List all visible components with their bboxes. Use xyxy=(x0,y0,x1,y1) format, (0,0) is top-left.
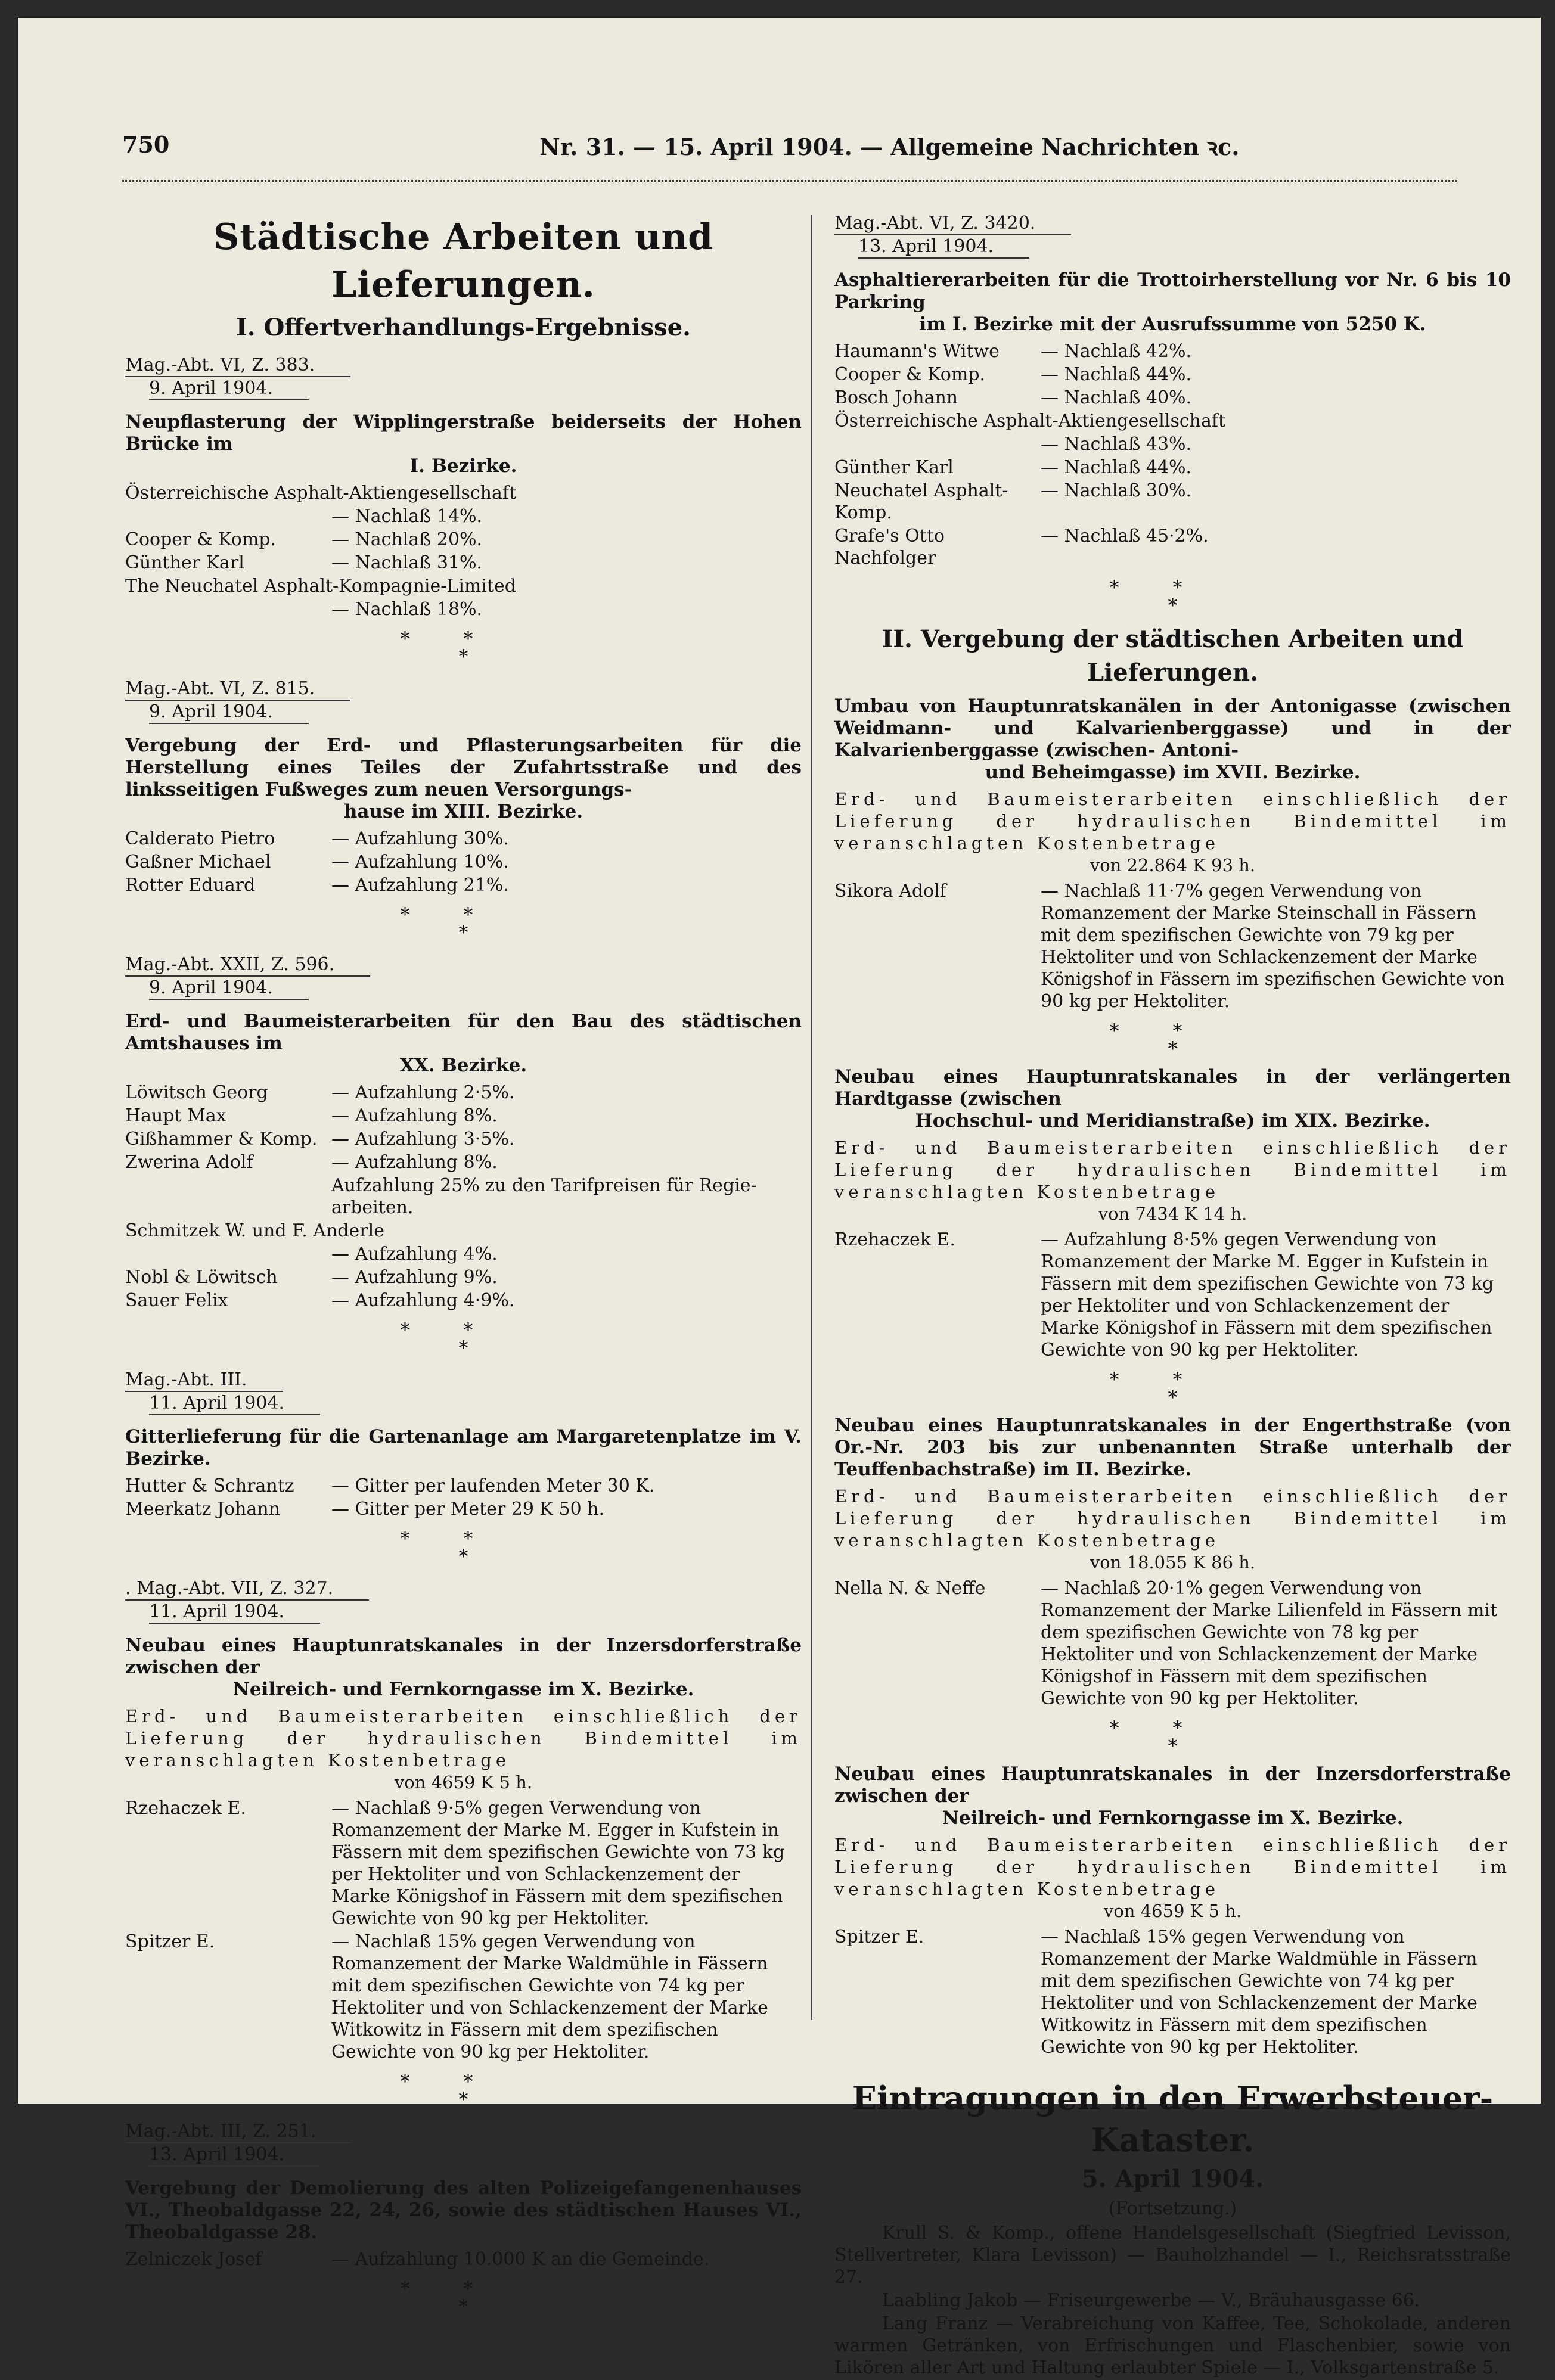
bid-result: — Aufzahlung 21%. xyxy=(331,875,509,896)
block-subject: Vergebung der Erd- und Pflasterungsarbeiten für die Herstellung eines Teiles der Zufahrtsstraße und des linksseitigen Fußweges zum neuen Versorgungs- hause im XIII. Bezirke. xyxy=(125,735,802,822)
header-title: Nr. 31. — 15. April 1904. — Allgemeine Nachrichten ꝛc. xyxy=(539,133,1240,160)
bid-result: — Aufzahlung 8%. xyxy=(331,1105,498,1126)
bidder-name xyxy=(125,1175,328,1220)
section-title-1: I. Offertverhandlungs-Ergebnisse. xyxy=(235,313,691,341)
table-row xyxy=(834,456,1511,480)
bidder-name xyxy=(834,433,1037,456)
bid-result: — Aufzahlung 30%. xyxy=(331,828,509,849)
bid-result: — Aufzahlung 4·9%. xyxy=(331,1290,515,1311)
bidder-name: Österreichische Asphalt-Aktiengesellschaft xyxy=(834,411,1226,431)
department-ref: Mag.-Abt. III, Z. 251. xyxy=(125,2120,352,2143)
department-ref: Mag.-Abt. VI, Z. 815. xyxy=(125,678,350,701)
block xyxy=(125,1574,802,2064)
header-rule xyxy=(122,180,1457,188)
table-row xyxy=(125,1128,802,1151)
bid-table xyxy=(834,1926,1511,2059)
column-divider xyxy=(811,215,812,2020)
bid-table xyxy=(834,880,1511,1014)
department-ref: Mag.-Abt. XXII, Z. 596. xyxy=(125,953,370,977)
bid-result: — Nachlaß 40%. xyxy=(1041,387,1192,408)
bidder-name: Grafe's Otto Nachfolger xyxy=(834,526,945,568)
bid-result: — Nachlaß 31%. xyxy=(331,552,483,573)
register-title: Eintragungen in den Erwerbsteuer-Kataster. xyxy=(852,2079,1494,2159)
table-row xyxy=(834,363,1511,387)
bid-result: — Nachlaß 15% gegen Verwendung von Romanzement der Marke Waldmühle in Fässern mit dem spezifischen Gewichte von 74 kg per Hektoliter und von Schlackenzement der Marke Witkowitz in Fässern mit dem spezifischen Gewichte von 90 kg per Hektoliter. xyxy=(331,1931,768,2062)
bidder-name: The Neuchatel Asphalt-Kompagnie-Limited xyxy=(125,576,516,596)
bid-table xyxy=(834,340,1511,570)
block xyxy=(834,1415,1511,1711)
register-date: 5. April 1904. xyxy=(1081,2165,1264,2193)
bid-result: — Nachlaß 44%. xyxy=(1041,457,1192,478)
block-subject: Neubau eines Hauptunratskanales in der verlängerten Hardtgasse (zwischen Hochschul- und Meridianstraße) im XIX. Bezirke. xyxy=(834,1066,1511,1132)
table-row xyxy=(834,410,1511,433)
bid-result: — Nachlaß 30%. xyxy=(1041,480,1192,501)
block xyxy=(125,2117,802,2272)
bid-result: — Gitter per Meter 29 K 50 h. xyxy=(331,1499,605,1520)
bidder-name: Gaßner Michael xyxy=(125,852,271,872)
separator-stars: ** * xyxy=(400,1527,527,1568)
bidder-name: Sauer Felix xyxy=(125,1290,228,1311)
block-date: 9. April 1904. xyxy=(149,701,309,724)
work-description: Erd- und Baumeisterarbeiten einschließlich der Lieferung der hydraulischen Bindemittel im veranschlagten Kostenbetrage von 22.864 K 93 h. xyxy=(834,789,1511,875)
table-row xyxy=(125,1105,802,1128)
separator-stars: ** * xyxy=(1109,1717,1236,1757)
block xyxy=(834,209,1511,570)
bidder-name: Spitzer E. xyxy=(125,1931,215,1952)
block-date: 9. April 1904. xyxy=(149,377,309,400)
register-entry: Lang Franz — Verabreichung von Kaffee, Tee, Schokolade, anderen warmen Getränken, von Erfrischungen und Flaschenbier, sowie von Likören aller Art und Haltung erlaubter Spiele — I., Volksgartenstraße 5. xyxy=(834,2313,1511,2378)
bid-table xyxy=(125,2248,802,2272)
work-description: Erd- und Baumeisterarbeiten einschließlich der Lieferung der hydraulischen Bindemittel im veranschlagten Kostenbetrage von 4659 K 5 h. xyxy=(834,1835,1511,1921)
bid-result: — Nachlaß 14%. xyxy=(331,506,483,527)
work-description: Erd- und Baumeisterarbeiten einschließlich der Lieferung der hydraulischen Bindemittel im veranschlagten Kostenbetrage von 4659 K 5 h. xyxy=(125,1706,802,1792)
bidder-name: Zelniczek Josef xyxy=(125,2249,262,2270)
bid-table xyxy=(834,1229,1511,1362)
bidder-name: Österreichische Asphalt-Aktiengesellschaft xyxy=(125,483,517,504)
table-row xyxy=(125,874,802,897)
table-row xyxy=(125,2248,802,2272)
bid-table xyxy=(125,1475,802,1521)
block-subject: Erd- und Baumeisterarbeiten für den Bau des städtischen Amtshauses im XX. Bezirke. xyxy=(125,1011,802,1076)
bid-table xyxy=(125,1082,802,1313)
bid-result: — Aufzahlung 10%. xyxy=(331,852,509,872)
separator-stars: ** * xyxy=(400,627,527,668)
separator-stars: ** * xyxy=(1109,1368,1236,1409)
table-row xyxy=(125,1220,802,1243)
block-date: 11. April 1904. xyxy=(149,1601,320,1624)
bidder-name: Haupt Max xyxy=(125,1105,226,1126)
bidder-name: Rzehaczek E. xyxy=(125,1798,246,1819)
separator-stars: ** * xyxy=(400,2278,527,2318)
continuation-note: (Fortsetzung.) xyxy=(1108,2198,1237,2219)
bidder-name: Rzehaczek E. xyxy=(834,1229,955,1250)
separator-stars: ** * xyxy=(400,903,527,944)
bidder-name: Cooper & Komp. xyxy=(125,529,277,550)
block-subject: Neubau eines Hauptunratskanales in der Inzersdorferstraße zwischen der Neilreich- und Fernkorngasse im X. Bezirke. xyxy=(125,1635,802,1700)
department-ref: Mag.-Abt. VI, Z. 383. xyxy=(125,354,350,377)
block-subject: Asphaltiererarbeiten für die Trottoirherstellung vor Nr. 6 bis 10 Parkring im I. Bezirke mit der Ausrufssumme von 5250 K. xyxy=(834,269,1511,335)
register-entry: Laabling Jakob — Friseurgewerbe — V., Bräuhausgasse 66. xyxy=(882,2290,1420,2311)
section-title-2: II. Vergebung der städtischen Arbeiten und Lieferungen. xyxy=(882,625,1464,686)
bid-result: — Nachlaß 9·5% gegen Verwendung von Romanzement der Marke M. Egger in Kufstein in Fässern mit dem spezifischen Gewichte von 73 kg per Hektoliter und von Schlackenzement der Marke Königshof in Fässern mit dem spezifischen Gewichte von 90 kg per Hektoliter. xyxy=(331,1798,785,1929)
block xyxy=(834,1066,1511,1362)
bid-result: — Aufzahlung 2·5%. xyxy=(331,1082,515,1103)
block xyxy=(125,350,802,622)
bidder-name xyxy=(125,1243,328,1266)
table-row xyxy=(834,525,1511,570)
bid-result: — Aufzahlung 3·5%. xyxy=(331,1129,515,1149)
table-row xyxy=(834,387,1511,410)
bid-result: — Aufzahlung 8%. xyxy=(331,1152,498,1173)
table-row xyxy=(125,1498,802,1521)
main-title: Städtische Arbeiten und Lieferungen. xyxy=(213,216,714,306)
separator-stars: ** * xyxy=(400,2070,527,2111)
page-header xyxy=(122,131,1457,167)
bidder-name: Meerkatz Johann xyxy=(125,1499,280,1520)
bidder-name xyxy=(125,598,328,622)
bid-result: Aufzahlung 25% zu den Tarifpreisen für Regie-arbeiten. xyxy=(331,1175,757,1218)
block xyxy=(125,950,802,1313)
separator-stars: ** * xyxy=(1109,576,1236,617)
table-row xyxy=(125,482,802,505)
table-row xyxy=(125,1082,802,1105)
table-row xyxy=(125,1475,802,1498)
table-row xyxy=(834,340,1511,363)
bidder-name: Bosch Johann xyxy=(834,387,958,408)
left-column xyxy=(125,209,802,2324)
table-row xyxy=(834,1577,1511,1711)
table-row xyxy=(125,1266,802,1290)
separator-stars: ** * xyxy=(400,1319,527,1359)
bidder-name: Sikora Adolf xyxy=(834,881,946,902)
bid-result: — Nachlaß 11·7% gegen Verwendung von Romanzement der Marke Steinschall in Fässern mit dem spezifischen Gewichte von 79 kg per Hektoliter und von Schlackenzement der Marke Königshof in Fässern im spezifischen Gewichte von 90 kg per Hektoliter. xyxy=(1041,881,1505,1012)
bid-table xyxy=(125,482,802,622)
block xyxy=(125,1365,802,1521)
block-date: 11. April 1904. xyxy=(149,1392,320,1415)
bidder-name: Calderato Pietro xyxy=(125,828,275,849)
page-number: 750 xyxy=(122,131,170,158)
block-subject: Umbau von Hauptunratskanälen in der Antonigasse (zwischen Weidmann- und Kalvarienberggasse) und in der Kalvarienberggasse (zwischen- Antoni- und Beheimgasse) im XVII. Bezirke. xyxy=(834,695,1511,783)
bid-result: — Nachlaß 20%. xyxy=(331,529,483,550)
newspaper-page xyxy=(18,18,1541,2378)
bid-result: — Aufzahlung 4%. xyxy=(331,1244,498,1264)
bid-result: — Aufzahlung 9%. xyxy=(331,1267,498,1288)
block-date: 13. April 1904. xyxy=(858,235,1029,259)
bidder-name xyxy=(125,505,328,529)
bid-result: — Nachlaß 15% gegen Verwendung von Romanzement der Marke Waldmühle in Fässern mit dem spezifischen Gewichte von 74 kg per Hektoliter und von Schlackenzement der Marke Witkowitz in Fässern mit dem spezifischen Gewichte von 90 kg per Hektoliter. xyxy=(1041,1927,1478,2058)
separator-stars: ** * xyxy=(1109,1020,1236,1060)
block-subject: Neubau eines Hauptunratskanales in der Inzersdorferstraße zwischen der Neilreich- und Fernkorngasse im X. Bezirke. xyxy=(834,1763,1511,1829)
bid-result: — Aufzahlung 8·5% gegen Verwendung von Romanzement der Marke M. Egger in Kufstein in Fässern mit dem spezifischen Gewichte von 73 kg per Hektoliter und von Schlackenzement der Marke Königshof in Fässern mit dem spezifischen Gewichte von 90 kg per Hektoliter. xyxy=(1041,1229,1494,1360)
bid-result: — Aufzahlung 10.000 K an die Gemeinde. xyxy=(331,2249,710,2270)
block-subject: Neupflasterung der Wipplingerstraße beiderseits der Hohen Brücke im I. Bezirke. xyxy=(125,411,802,477)
bidder-name: Cooper & Komp. xyxy=(834,364,986,385)
work-description: Erd- und Baumeisterarbeiten einschließlich der Lieferung der hydraulischen Bindemittel im veranschlagten Kostenbetrage von 7434 K 14 h. xyxy=(834,1138,1511,1224)
department-ref: . Mag.-Abt. VII, Z. 327. xyxy=(125,1577,369,1601)
table-row xyxy=(125,552,802,575)
table-row xyxy=(125,1931,802,2064)
bid-result: — Nachlaß 44%. xyxy=(1041,364,1192,385)
table-row xyxy=(125,1290,802,1313)
table-row xyxy=(125,1243,802,1266)
table-row xyxy=(834,880,1511,1014)
bidder-name: Nella N. & Neffe xyxy=(834,1578,986,1599)
block xyxy=(834,695,1511,1014)
table-row xyxy=(125,1797,802,1931)
bid-result: — Nachlaß 43%. xyxy=(1041,434,1192,455)
right-column xyxy=(834,209,1511,2380)
table-row xyxy=(125,1151,802,1175)
bidder-name: Günther Karl xyxy=(834,457,954,478)
bid-table xyxy=(834,1577,1511,1711)
table-row xyxy=(125,598,802,622)
block-subject: Vergebung der Demolierung des alten Polizeigefangenenhauses VI., Theobaldgasse 22, 24, 26, sowie des städtischen Hauses VI., Theobaldgasse 28. xyxy=(125,2177,802,2243)
bid-result: — Nachlaß 18%. xyxy=(331,599,483,620)
table-row xyxy=(834,1229,1511,1362)
block-subject: Gitterlieferung für die Gartenanlage am Margaretenplatze im V. Bezirke. xyxy=(125,1426,802,1469)
bidder-name: Neuchatel Asphalt-Komp. xyxy=(834,480,1008,523)
block xyxy=(834,1763,1511,2059)
bidder-name: Zwerina Adolf xyxy=(125,1152,253,1173)
bid-result: — Nachlaß 45·2%. xyxy=(1041,526,1209,546)
bidder-name: Schmitzek W. und F. Anderle xyxy=(125,1220,384,1241)
bidder-name: Rotter Eduard xyxy=(125,875,256,896)
bidder-name: Günther Karl xyxy=(125,552,244,573)
table-row xyxy=(125,828,802,851)
bidder-name: Gißhammer & Komp. xyxy=(125,1129,318,1149)
department-ref: Mag.-Abt. VI, Z. 3420. xyxy=(834,212,1071,235)
table-row xyxy=(834,433,1511,456)
department-ref: Mag.-Abt. III. xyxy=(125,1369,283,1392)
table-row xyxy=(125,1175,802,1220)
block-date: 9. April 1904. xyxy=(149,977,309,1000)
work-description: Erd- und Baumeisterarbeiten einschließlich der Lieferung der hydraulischen Bindemittel im veranschlagten Kostenbetrage von 18.055 K 86 h. xyxy=(834,1486,1511,1573)
bidder-name: Haumann's Witwe xyxy=(834,341,1000,362)
block-date: 13. April 1904. xyxy=(149,2143,320,2167)
register-entries xyxy=(834,2222,1511,2379)
table-row xyxy=(834,480,1511,525)
table-row xyxy=(125,851,802,874)
table-row xyxy=(125,529,802,552)
table-row xyxy=(125,575,802,598)
bid-table xyxy=(125,828,802,897)
block-subject: Neubau eines Hauptunratskanales in der Engerthstraße (von Or.-Nr. 203 bis zur unbenannten Straße unterhalb der Teuffenbachstraße) im II. Bezirke. xyxy=(834,1415,1511,1480)
bidder-name: Nobl & Löwitsch xyxy=(125,1267,278,1288)
table-row xyxy=(125,505,802,529)
bidder-name: Spitzer E. xyxy=(834,1927,924,1947)
bid-result: — Gitter per laufenden Meter 30 K. xyxy=(331,1475,655,1496)
block xyxy=(125,674,802,897)
bidder-name: Hutter & Schrantz xyxy=(125,1475,294,1496)
bid-table xyxy=(125,1797,802,2064)
bid-result: — Nachlaß 42%. xyxy=(1041,341,1192,362)
bidder-name: Löwitsch Georg xyxy=(125,1082,268,1103)
table-row xyxy=(834,1926,1511,2059)
bid-result: — Nachlaß 20·1% gegen Verwendung von Romanzement der Marke Lilienfeld in Fässern mit dem spezifischen Gewichte von 78 kg per Hektoliter und von Schlackenzement der Marke Königshof in Fässern mit dem spezifischen Gewichte von 90 kg per Hektoliter. xyxy=(1041,1578,1498,1709)
register-entry: Krull S. & Komp., offene Handelsgesellschaft (Siegfried Levisson, Stellvertreter, Klara Levisson) — Bauholzhandel — I., Reichsratsstraße 27. xyxy=(834,2223,1511,2288)
